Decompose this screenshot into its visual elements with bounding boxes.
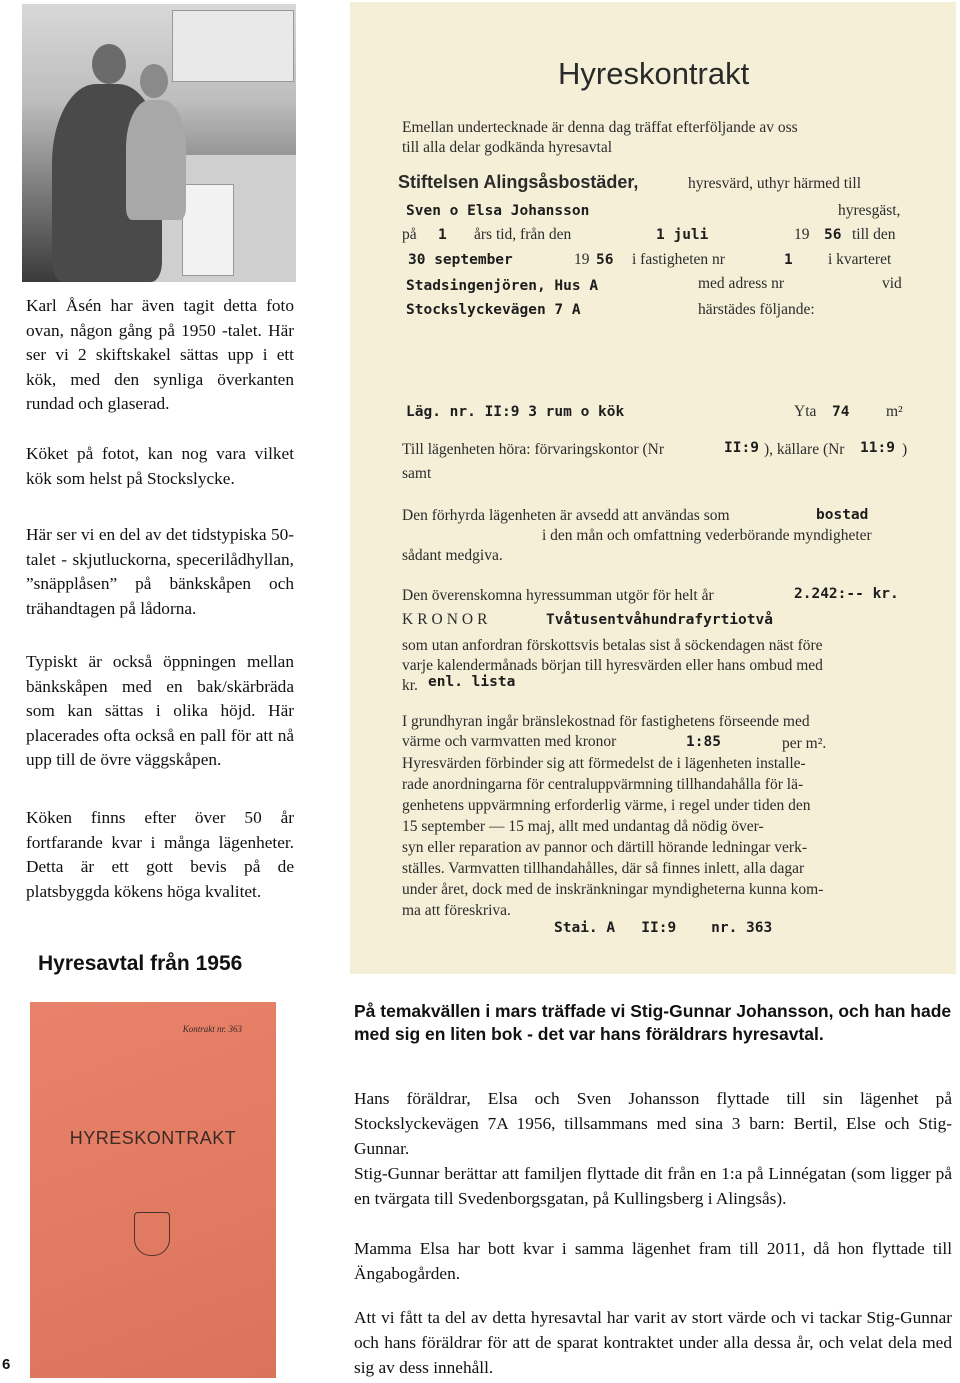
contract-line: hyresgäst,	[838, 202, 901, 219]
contract-tenant: Sven o Elsa Johansson	[406, 203, 590, 219]
contract-street: Stockslyckevägen 7 A	[406, 302, 581, 318]
contract-line: till den	[852, 226, 896, 243]
contract-line: Hyresvärden förbinder sig att förmedelst de i lägenheten installe-	[402, 755, 806, 772]
contract-line: I grundhyran ingår bränslekostnad för fastighetens förseende med	[402, 713, 810, 730]
contract-from-date: 1 juli	[656, 227, 709, 243]
contract-from-year: 56	[824, 227, 842, 243]
contract-rent: 2.242:-- kr.	[794, 586, 899, 602]
contract-apartment: Läg. nr. II:9 3 rum o kök	[406, 404, 625, 420]
contract-property-nr: 1	[784, 252, 793, 268]
contract-rent-words: Tvåtusentvåhundrafyrtiotvå	[546, 612, 773, 628]
contract-line: med adress nr	[698, 275, 785, 292]
contract-line: genhetens uppvärmning erforderlig värme, i regel under tiden den	[402, 797, 811, 814]
contract-line: rade anordningarna för centraluppvärmning tillhandahålla för lä-	[402, 776, 804, 793]
contract-title: Hyreskontrakt	[558, 56, 750, 91]
contract-line: Emellan undertecknade är denna dag träffat efterföljande av oss	[402, 119, 798, 136]
contract-cellar-nr: 11:9	[860, 440, 895, 456]
contract-line: samt	[402, 465, 432, 482]
body-paragraph-4: Att vi fått ta del av detta hyresavtal har varit av stort värde och vi tackar Stig-Gunnar och hans föräldrar för att de sparat kontraktet under alla dessa år, och velat dela med sig av dess innehåll.	[354, 1308, 952, 1377]
kitchen-photo	[22, 4, 296, 282]
contract-line: ställes. Varmvatten tillhandahålles, där så finnes inlett, alla dagar	[402, 860, 805, 877]
contract-line: kr.	[402, 677, 418, 694]
contract-line: syn eller reparation av pannor och därtill hörande ledningar verk-	[402, 839, 807, 856]
contract-line: under året, dock med de inskränkningar myndigheterna kunna kom-	[402, 881, 824, 898]
body-paragraph-1: Hans föräldrar, Elsa och Sven Johansson flyttade till sin lägenhet på Stockslyckevägen 7A 1956, tillsammans med sina 3 barn: Bertil, Else och Stig-Gunnar.	[354, 1089, 952, 1158]
contract-line: Till lägenheten höra: förvaringskontor (Nr	[402, 441, 665, 458]
page-number: 6	[2, 1356, 11, 1373]
contract-list: enl. lista	[428, 674, 516, 690]
contract-line: sådant medgiva.	[402, 547, 503, 564]
contract-line: ma att föreskriva.	[402, 902, 511, 919]
contract-line: års tid, från den	[474, 226, 572, 243]
contract-line: i den mån och omfattning vederbörande myndigheter	[542, 527, 872, 544]
contract-landlord: Stiftelsen Alingsåsbostäder,	[398, 172, 639, 192]
contract-line: på	[402, 226, 417, 243]
contract-line: värme och varmvatten med kronor	[402, 733, 617, 750]
booklet-cover-image	[30, 1002, 276, 1378]
contract-block: Stadsingenjören, Hus A	[406, 278, 599, 294]
body-paragraph-3: Mamma Elsa har bott kvar i samma lägenhet fram till 2011, då hon flyttade till Ängabogården.	[354, 1239, 952, 1283]
contract-line: som utan anfordran förskottsvis betalas sist å söckendagen näst före	[402, 637, 823, 654]
left-paragraph-5: Köken finns efter över 50 år fortfarande kvar i många lägenheter. Detta är ett gott bevis på de platsbyggda kökens höga kvalitet.	[26, 808, 294, 901]
contract-line: hyresvärd, uthyr härmed till	[688, 175, 862, 192]
contract-area: 74	[832, 404, 850, 420]
booklet-kontrakt-label: Kontrakt nr. 363	[182, 1024, 242, 1034]
contract-line: i kvarteret	[828, 251, 892, 268]
contract-line: Den förhyrda lägenheten är avsedd att användas som	[402, 507, 730, 524]
left-paragraph-3: Här ser vi en del av det tidstypiska 50-talet - skjutluckorna, specerilådhyllan, ”snäpplåsen” på bänkskåpen och trähandtagen på lådorna.	[26, 525, 294, 618]
contract-line: 19	[794, 226, 810, 243]
contract-to-year: 56	[596, 252, 614, 268]
contract-line: i fastigheten nr	[632, 251, 725, 268]
caption-heading: Hyresavtal från 1956	[38, 952, 243, 975]
contract-line: )	[902, 441, 908, 458]
contract-storage-nr: II:9	[724, 440, 759, 456]
contract-line: m²	[886, 403, 903, 420]
contract-stamp: Stai. A II:9 nr. 363	[554, 920, 773, 936]
contract-line: 19	[574, 251, 590, 268]
coat-of-arms-icon	[134, 1212, 170, 1256]
contract-line: härstädes följande:	[698, 301, 815, 318]
contract-use: bostad	[816, 507, 869, 523]
contract-line: till alla delar godkända hyresavtal	[402, 139, 613, 156]
body-paragraph-2: Stig-Gunnar berättar att familjen flyttade dit från en 1:a på Linnégatan (som ligger på en tvärgata till Svedenborgsgatan, på Kullingsberg i Alingsås).	[354, 1164, 952, 1208]
booklet-title: HYRESKONTRAKT	[69, 1128, 237, 1148]
contract-line: vid	[882, 275, 902, 292]
intro-paragraph: På temakvällen i mars träffade vi Stig-Gunnar Johansson, och han hade med sig en liten bok - det var hans föräldrars hyresavtal.	[354, 1001, 952, 1044]
contract-line: Den överenskomna hyressumman utgör för helt år	[402, 587, 714, 604]
contract-line: 15 september — 15 maj, allt med undantag då nödig över-	[402, 818, 764, 835]
contract-years: 1	[438, 227, 447, 243]
contract-line: Yta	[794, 403, 817, 420]
left-paragraph-2: Köket på fotot, kan nog vara vilket kök som helst på Stockslycke.	[26, 444, 294, 488]
left-paragraph-4: Typiskt är också öppningen mellan bänkskåpen med en bak/skärbräda som kan sättas i olika höjd. Här placerades ofta också en pall för att nå upp till de övre väggskåpen.	[26, 652, 294, 769]
contract-to-date: 30 september	[408, 252, 513, 268]
contract-line: varje kalendermånads början till hyresvärden eller hans ombud med	[402, 657, 823, 674]
contract-line: per m².	[782, 735, 827, 752]
contract-heating-cost: 1:85	[686, 734, 721, 750]
contract-line: KRONOR	[402, 611, 492, 628]
contract-document-image	[350, 2, 956, 974]
left-paragraph-1: Karl Åsén har även tagit detta foto ovan, någon gång på 1950 -talet. Här ser vi 2 skiftskakel sättas upp i ett kök, med den synliga överkanten rundad och glaserad.	[26, 296, 294, 413]
contract-line: ), källare (Nr	[764, 441, 845, 458]
